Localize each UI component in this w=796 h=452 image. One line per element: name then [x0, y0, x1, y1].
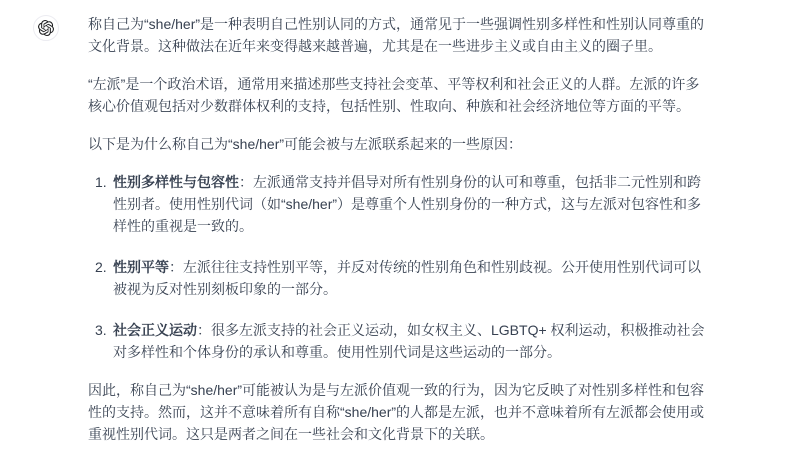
assistant-avatar [33, 15, 59, 41]
list-item-separator: ： [169, 259, 183, 275]
list-item [88, 319, 710, 363]
message-content [88, 13, 710, 445]
openai-logo-icon [38, 20, 54, 36]
list-item-term: 性别平等 [113, 259, 169, 275]
list-item-text: 左派往往支持性别平等，并反对传统的性别角色和性别歧视。公开使用性别代词可以被视为反对性别刻板印象的一部分。 [113, 259, 701, 297]
list-item [88, 256, 710, 300]
list-item-text: 很多左派支持的社会正义运动，如女权主义、LGBTQ+ 权利运动，积极推动社会对多样性和个体身份的承认和尊重。使用性别代词是这些运动的一部分。 [113, 322, 705, 360]
message-closing-paragraph: 因此，称自己为“she/her”可能被认为是与左派价值观一致的行为，因为它反映了对性别多样性和包容性的支持。然而，这并不意味着所有自称“she/her”的人都是左派，也并不意味着所有左派都会使用或重视性别代词。这只是两者之间在一些社会和文化背景下的关联。 [88, 382, 705, 442]
list-item-term: 社会正义运动 [113, 322, 197, 338]
list-item [88, 171, 710, 237]
list-item-body [113, 171, 710, 237]
message-paragraph-1: 称自己为“she/her”是一种表明自己性别认同的方式，通常见于一些强调性别多样性和性别认同尊重的文化背景。这种做法在近年来变得越来越普遍，尤其是在一些进步主义或自由主义的圈子里。 [88, 16, 705, 54]
list-item-text: 左派通常支持并倡导对所有性别身份的认可和尊重，包括非二元性别和跨性别者。使用性别代词（如“she/her”）是尊重个人性别身份的一种方式，这与左派对包容性和多样性的重视是一致的。 [113, 174, 702, 234]
list-item-separator: ： [197, 322, 211, 338]
list-item-separator: ： [239, 174, 253, 190]
list-item-term: 性别多样性与包容性 [113, 174, 239, 190]
message-paragraph-3: 以下是为什么称自己为“she/her”可能会被与左派联系起来的一些原因： [88, 136, 523, 152]
list-item-number: 1. [95, 174, 107, 190]
list-item-body [113, 256, 710, 300]
list-item-body [113, 319, 710, 363]
reasons-list [88, 171, 710, 363]
list-item-number: 3. [95, 322, 107, 338]
list-item-number: 2. [95, 259, 107, 275]
message-paragraph-2: “左派”是一个政治术语，通常用来描述那些支持社会变革、平等权利和社会正义的人群。左派的许多核心价值观包括对少数群体权利的支持，包括性别、性取向、种族和社会经济地位等方面的平等。 [88, 76, 700, 114]
